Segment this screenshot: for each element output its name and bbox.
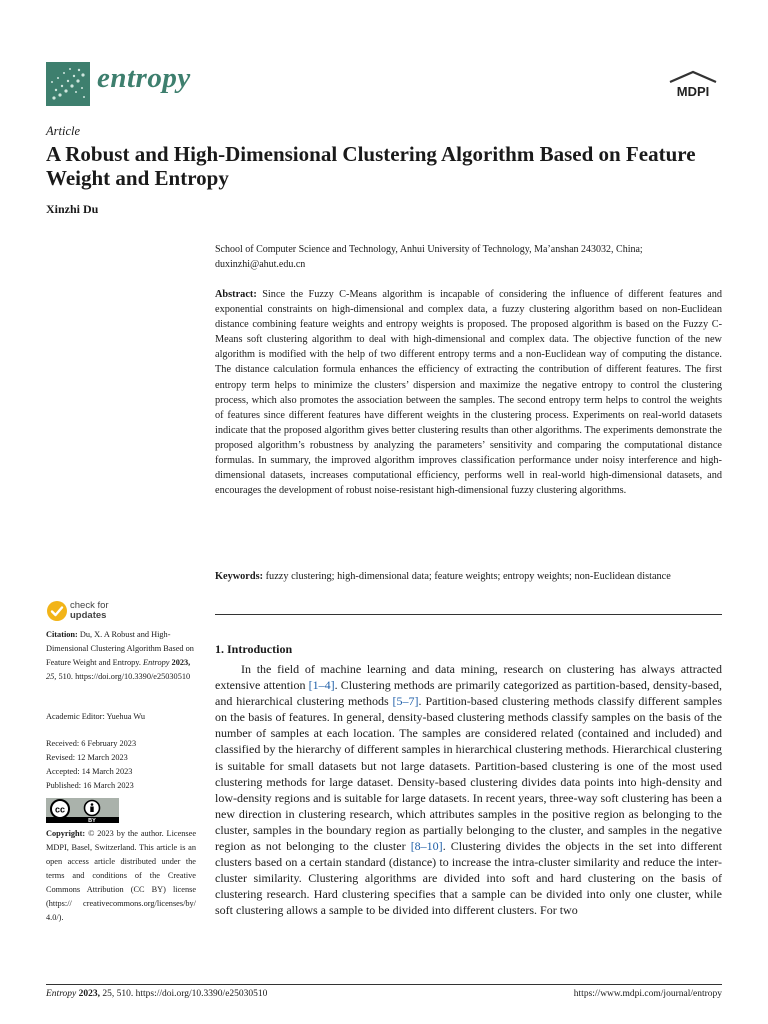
copyright-notice: [46, 827, 196, 925]
citation-label: Citation:: [46, 630, 78, 639]
citation-volume: 25,: [46, 672, 57, 681]
keywords: [215, 569, 722, 584]
citation-page: 510.: [58, 672, 73, 681]
date-published: Published: 16 March 2023: [46, 781, 134, 790]
section-divider: [215, 614, 722, 615]
date-received: Received: 6 February 2023: [46, 739, 137, 748]
footer-divider: [46, 984, 722, 985]
journal-name[interactable]: entropy: [97, 62, 191, 94]
citation-text: Du, X. A Robust and High-Dimensional Clustering Algorithm Based on Feature Weight and Entropy.: [46, 630, 194, 667]
copyright-text: © 2023 by the author. Licensee MDPI, Basel, Switzerland. This article is an open access article distributed under the terms and conditions of the Creative Commons Attribution (CC BY) license (https:// creativecommons.org/licenses/by/ 4.0/).: [46, 829, 197, 922]
cc-by-label: BY: [88, 818, 96, 823]
article-type: Article: [46, 124, 81, 138]
citation-journal: Entropy: [143, 658, 170, 667]
footer-citation: [46, 989, 267, 999]
footer-journal-url[interactable]: https://www.mdpi.com/journal/entropy: [573, 989, 722, 999]
check-updates-line1: check for: [70, 600, 109, 611]
reference-link[interactable]: [8–10]: [410, 839, 443, 854]
abstract-text: Since the Fuzzy C-Means algorithm is incapable of considering the influence of different features and exponential constraints on high-dimensional and complex data, a fuzzy clustering algorithm based on non-Euclidean distance combining feature weights and entropy weights is proposed. The proposed algorithm is based on the Fuzzy C-Means soft clustering algorithm to deal with high-dimensional and complex data. The objective function of the new algorithm is modified with the help of two different entropy terms and a non-Euclidean way of computing the distance. The distance calculation formula enhances the efficiency of extracting the contribution of different features. The first entropy term helps to minimize the clusters’ dispersion and maximize the negative entropy to control the clustering process, which also promotes the association between the samples. The second entropy term helps to control the weights of features since different features have different weights in the clustering process. Experiments on real-world datasets indicate that the proposed algorithm gives better clustering results than other algorithms. The experiments demonstrate the proposed algorithm’s robustness by analyzing the parameters’ sensitivity and comparing the computational distance formulas. In summary, the improved algorithm improves classification performance under noisy interference and high-dimensional datasets, increases computational efficiency, performs well in real-world high-dimensional datasets, and encourages the development of robust noise-resistant high-dimensional fuzzy clustering algorithms.: [215, 289, 722, 497]
article-title: A Robust and High-Dimensional Clustering Algorithm Based on Feature Weight and Entropy: [46, 142, 696, 190]
affiliation: School of Computer Science and Technology, Anhui University of Technology, Ma’anshan 243032, China; duxinzhi@ahut.edu.cn: [215, 244, 643, 270]
abstract: [215, 287, 722, 498]
check-icon: [46, 600, 68, 622]
publication-dates: [46, 737, 196, 793]
citation: [46, 628, 196, 684]
check-updates-line2: updates: [70, 610, 107, 621]
footer-year: 2023,: [78, 989, 101, 999]
intro-text-2: . Clustering methods are primarily categorized as partition-based, density-based, and hierarchical clustering methods: [215, 678, 722, 709]
footer-doi[interactable]: 25, 510. https://doi.org/10.3390/e25030510: [102, 989, 268, 999]
intro-text-4: . Clustering divides the objects in the set into different clusters based on a certain standard (distance) to increase the intra-cluster similarity and reduce the inter-cluster similarity. Clustering algorithms are divided into soft and hard clustering on the basis of clustering research. Hard clustering specifies that a sample can be divided into only one cluster, while soft clustering allows a sample to be divided into different clusters. For two: [215, 839, 722, 918]
keywords-label: Keywords:: [215, 571, 264, 582]
date-revised: Revised: 12 March 2023: [46, 753, 128, 762]
introduction-paragraph: [215, 661, 722, 919]
date-accepted: Accepted: 14 March 2023: [46, 767, 133, 776]
svg-text:cc: cc: [54, 804, 66, 815]
footer-journal: Entropy: [46, 989, 77, 999]
check-for-updates-button[interactable]: [46, 600, 146, 624]
intro-text-1: In the field of machine learning and data mining, research on clustering has always attracted extensive attention: [215, 662, 722, 693]
citation-year: 2023,: [171, 658, 191, 667]
citation-doi-link[interactable]: https://doi.org/10.3390/e25030510: [75, 672, 191, 681]
reference-link[interactable]: [5–7]: [392, 694, 419, 709]
copyright-label: Copyright:: [46, 829, 86, 838]
journal-logo-icon: [46, 62, 90, 106]
intro-text-3: . Partition-based clustering methods classify different samples on the basis of features. In general, density-based clustering methods classify samples on the basis of the number of samples at each location. The samples are considered related (contained and included) and classified by the hierarchy of different samples in hierarchical clustering methods. Hierarchical clustering is suitable for small datasets but not large datasets. Partition-based clustering is one of the most used clustering methods for large dataset. Density-based clustering divides data points into high-density and low-density regions and is suitable for large datasets. In recent years, three-way soft clustering has been a new direction in clustering research, which attributes samples in the positive region as belonging to the cluster, samples in the boundary region as partially belonging to the cluster, and samples in the negative region as not belonging to the cluster: [215, 694, 722, 854]
publisher-name: MDPI: [676, 84, 710, 99]
author-name: Xinzhi Du: [46, 202, 99, 216]
abstract-label: Abstract:: [215, 289, 257, 300]
section-heading-introduction: 1. Introduction: [215, 642, 293, 656]
academic-editor: Academic Editor: Yuehua Wu: [46, 712, 145, 721]
keywords-text: fuzzy clustering; high-dimensional data; feature weights; entropy weights; non-Euclidean distance: [265, 571, 671, 582]
reference-link[interactable]: [1–4]: [308, 678, 335, 693]
cc-by-license-icon[interactable]: [46, 798, 119, 823]
publisher-logo-icon[interactable]: [666, 70, 720, 100]
